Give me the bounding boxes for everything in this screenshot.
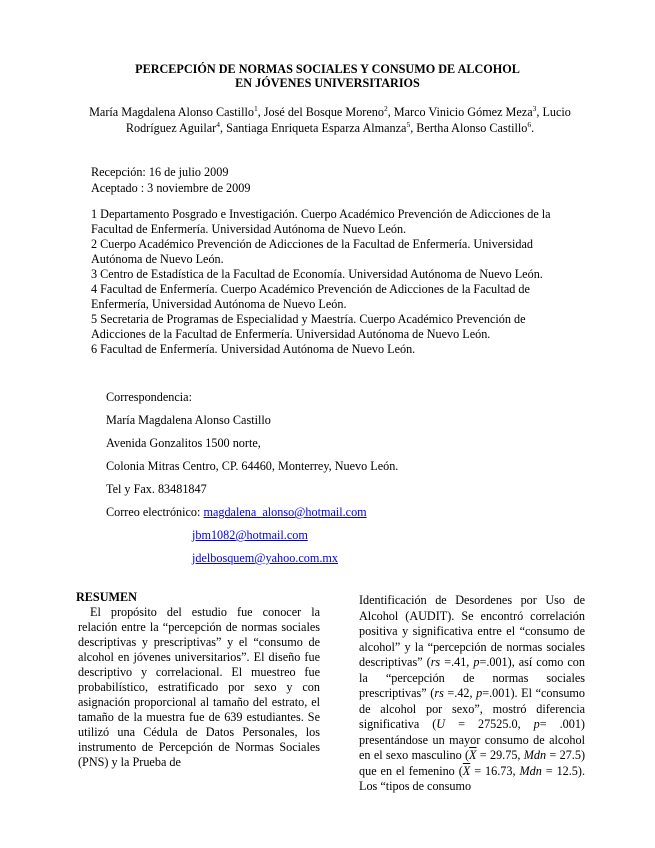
- affiliation-item: 4 Facultad de Enfermería. Cuerpo Académico Prevención de Adicciones de la Facultad de Enfermería, Universidad Autónoma de Nuevo León.: [91, 282, 530, 311]
- abstract-text: = 12.5). Los “tipos de consumo: [359, 763, 586, 793]
- author-separator: ,: [387, 105, 394, 119]
- email-line: [106, 547, 398, 570]
- stat-symbol: Mdn: [523, 748, 547, 762]
- abstract-text: = 29.75,: [476, 748, 524, 762]
- affiliations: [91, 207, 571, 357]
- stat-symbol: Mdn: [519, 763, 542, 778]
- abstract-right-column: [359, 593, 585, 795]
- affiliation-item: 3 Centro de Estadística de la Facultad de Economía. Universidad Autónoma de Nuevo León.: [91, 267, 543, 281]
- author-separator: ,: [219, 121, 227, 135]
- stat-symbol: p: [476, 686, 483, 700]
- stat-symbol: U: [436, 717, 446, 731]
- author-name: Lucio Rodríguez Aguilar: [125, 105, 571, 135]
- abstract-left-column: [78, 590, 320, 770]
- affiliation-item: 2 Cuerpo Académico Prevención de Adicciones de la Facultad de Enfermería. Universidad Autónoma de Nuevo León.: [91, 237, 533, 266]
- paper-title: [100, 62, 555, 90]
- author-affiliation-marker: 3: [532, 103, 537, 113]
- affiliation-item: 1 Departamento Posgrado e Investigación. Cuerpo Académico Prevención de Adicciones de la Facultad de Enfermería. Universidad Autónoma de Nuevo León.: [91, 207, 551, 236]
- email-link-1[interactable]: magdalena_alonso@hotmail.com: [203, 505, 367, 519]
- email-link-2[interactable]: jbm1082@hotmail.com: [192, 528, 308, 542]
- author-affiliation-marker: 1: [253, 103, 258, 113]
- stat-symbol: p: [473, 655, 480, 669]
- author-separator: ,: [257, 105, 264, 119]
- correspondence-city: Colonia Mitras Centro, CP. 64460, Monterrey, Nuevo León.: [106, 459, 399, 473]
- email-line: [106, 501, 398, 524]
- title-line-1: PERCEPCIÓN DE NORMAS SOCIALES Y CONSUMO DE ALCOHOL: [135, 62, 520, 76]
- abstract-text: =.42,: [443, 686, 477, 700]
- author-affiliation-marker: 2: [383, 103, 388, 113]
- abstract-text: = 16.73,: [470, 763, 520, 778]
- author-list: [88, 104, 572, 136]
- abstract-paragraph: El propósito del estudio fue conocer la relación entre la “percepción de normas sociales descriptivas y prescriptivas” y el “consumo de alcohol en jóvenes universitarios”. El diseño fue descriptivo y correlacional. El muestreo fue probabilístico, estratificado por sexo y con asignación proporcional al tamaño del estrato, el tamaño de la muestra fue de 639 estudiantes. Se utilizó una Cédula de Datos Personales, los instrumento de Percepción de Normas Sociales (PNS) y la Prueba de: [78, 605, 320, 769]
- email-label: Correo electrónico:: [106, 505, 204, 519]
- author-name: María Magdalena Alonso Castillo: [89, 105, 254, 119]
- received-date: Recepción: 16 de julio 2009: [91, 165, 229, 179]
- correspondence-street: Avenida Gonzalitos 1500 norte,: [106, 436, 261, 450]
- author-name: Bertha Alonso Castillo: [416, 121, 528, 135]
- author-separator: .: [531, 121, 535, 135]
- author-name: Santiaga Enriqueta Esparza Almanza: [226, 121, 407, 135]
- author-separator: ,: [410, 121, 417, 135]
- correspondence-phone: Tel y Fax. 83481847: [106, 482, 207, 496]
- submission-dates: [91, 164, 250, 196]
- abstract-paragraph-continued: [359, 593, 585, 795]
- correspondence-block: [106, 386, 398, 570]
- abstract-text: = .001) presentándose un mayor consumo de alcohol en el sexo masculino (: [359, 717, 585, 762]
- abstract-text: =.41,: [440, 655, 474, 669]
- abstract-text: =.001), así como con la “percepción de normas sociales prescriptivas” (: [359, 655, 585, 700]
- author-affiliation-marker: 6: [527, 119, 532, 129]
- stat-symbol: rs: [430, 655, 441, 669]
- email-link-3[interactable]: jdelbosquem@yahoo.com.mx: [192, 551, 338, 565]
- correspondence-label: Correspondencia:: [106, 390, 192, 404]
- affiliation-item: 5 Secretaria de Programas de Especialidad y Maestría. Cuerpo Académico Prevención de Adicciones de la Facultad de Enfermería. Universidad Autónoma de Nuevo León.: [91, 312, 526, 341]
- author-separator: ,: [536, 105, 543, 119]
- stat-symbol: p: [533, 717, 540, 731]
- stat-symbol: rs: [434, 686, 444, 700]
- abstract-text: =.001). El “consumo de alcohol por sexo”, mostró diferencia significativa (: [359, 686, 585, 731]
- stat-symbol: $\overline{X}$: [462, 763, 471, 778]
- stat-symbol: $\overline{X}$: [469, 748, 477, 762]
- abstract-text: = 27525.0,: [445, 717, 534, 731]
- correspondence-name: María Magdalena Alonso Castillo: [106, 413, 271, 427]
- affiliation-item: 6 Facultad de Enfermería. Universidad Autónoma de Nuevo León.: [91, 342, 416, 356]
- author-name: José del Bosque Moreno: [263, 105, 384, 119]
- author-affiliation-marker: 5: [406, 119, 411, 129]
- email-line: [106, 524, 398, 547]
- abstract-text: Identificación de Desordenes por Uso de Alcohol (AUDIT). Se encontró correlación positiva y significativa entre el “consumo de alcohol” y la “percepción de normas sociales descriptivas” (: [359, 593, 585, 669]
- author-affiliation-marker: 4: [216, 119, 220, 129]
- title-line-2: EN JÓVENES UNIVERSITARIOS: [235, 76, 420, 90]
- author-name: Marco Vinicio Gómez Meza: [393, 105, 533, 119]
- abstract-text: = 27.5) que en el femenino (: [359, 748, 586, 778]
- accepted-date: Aceptado : 3 noviembre de 2009: [91, 181, 251, 195]
- abstract-heading: RESUMEN: [76, 590, 137, 604]
